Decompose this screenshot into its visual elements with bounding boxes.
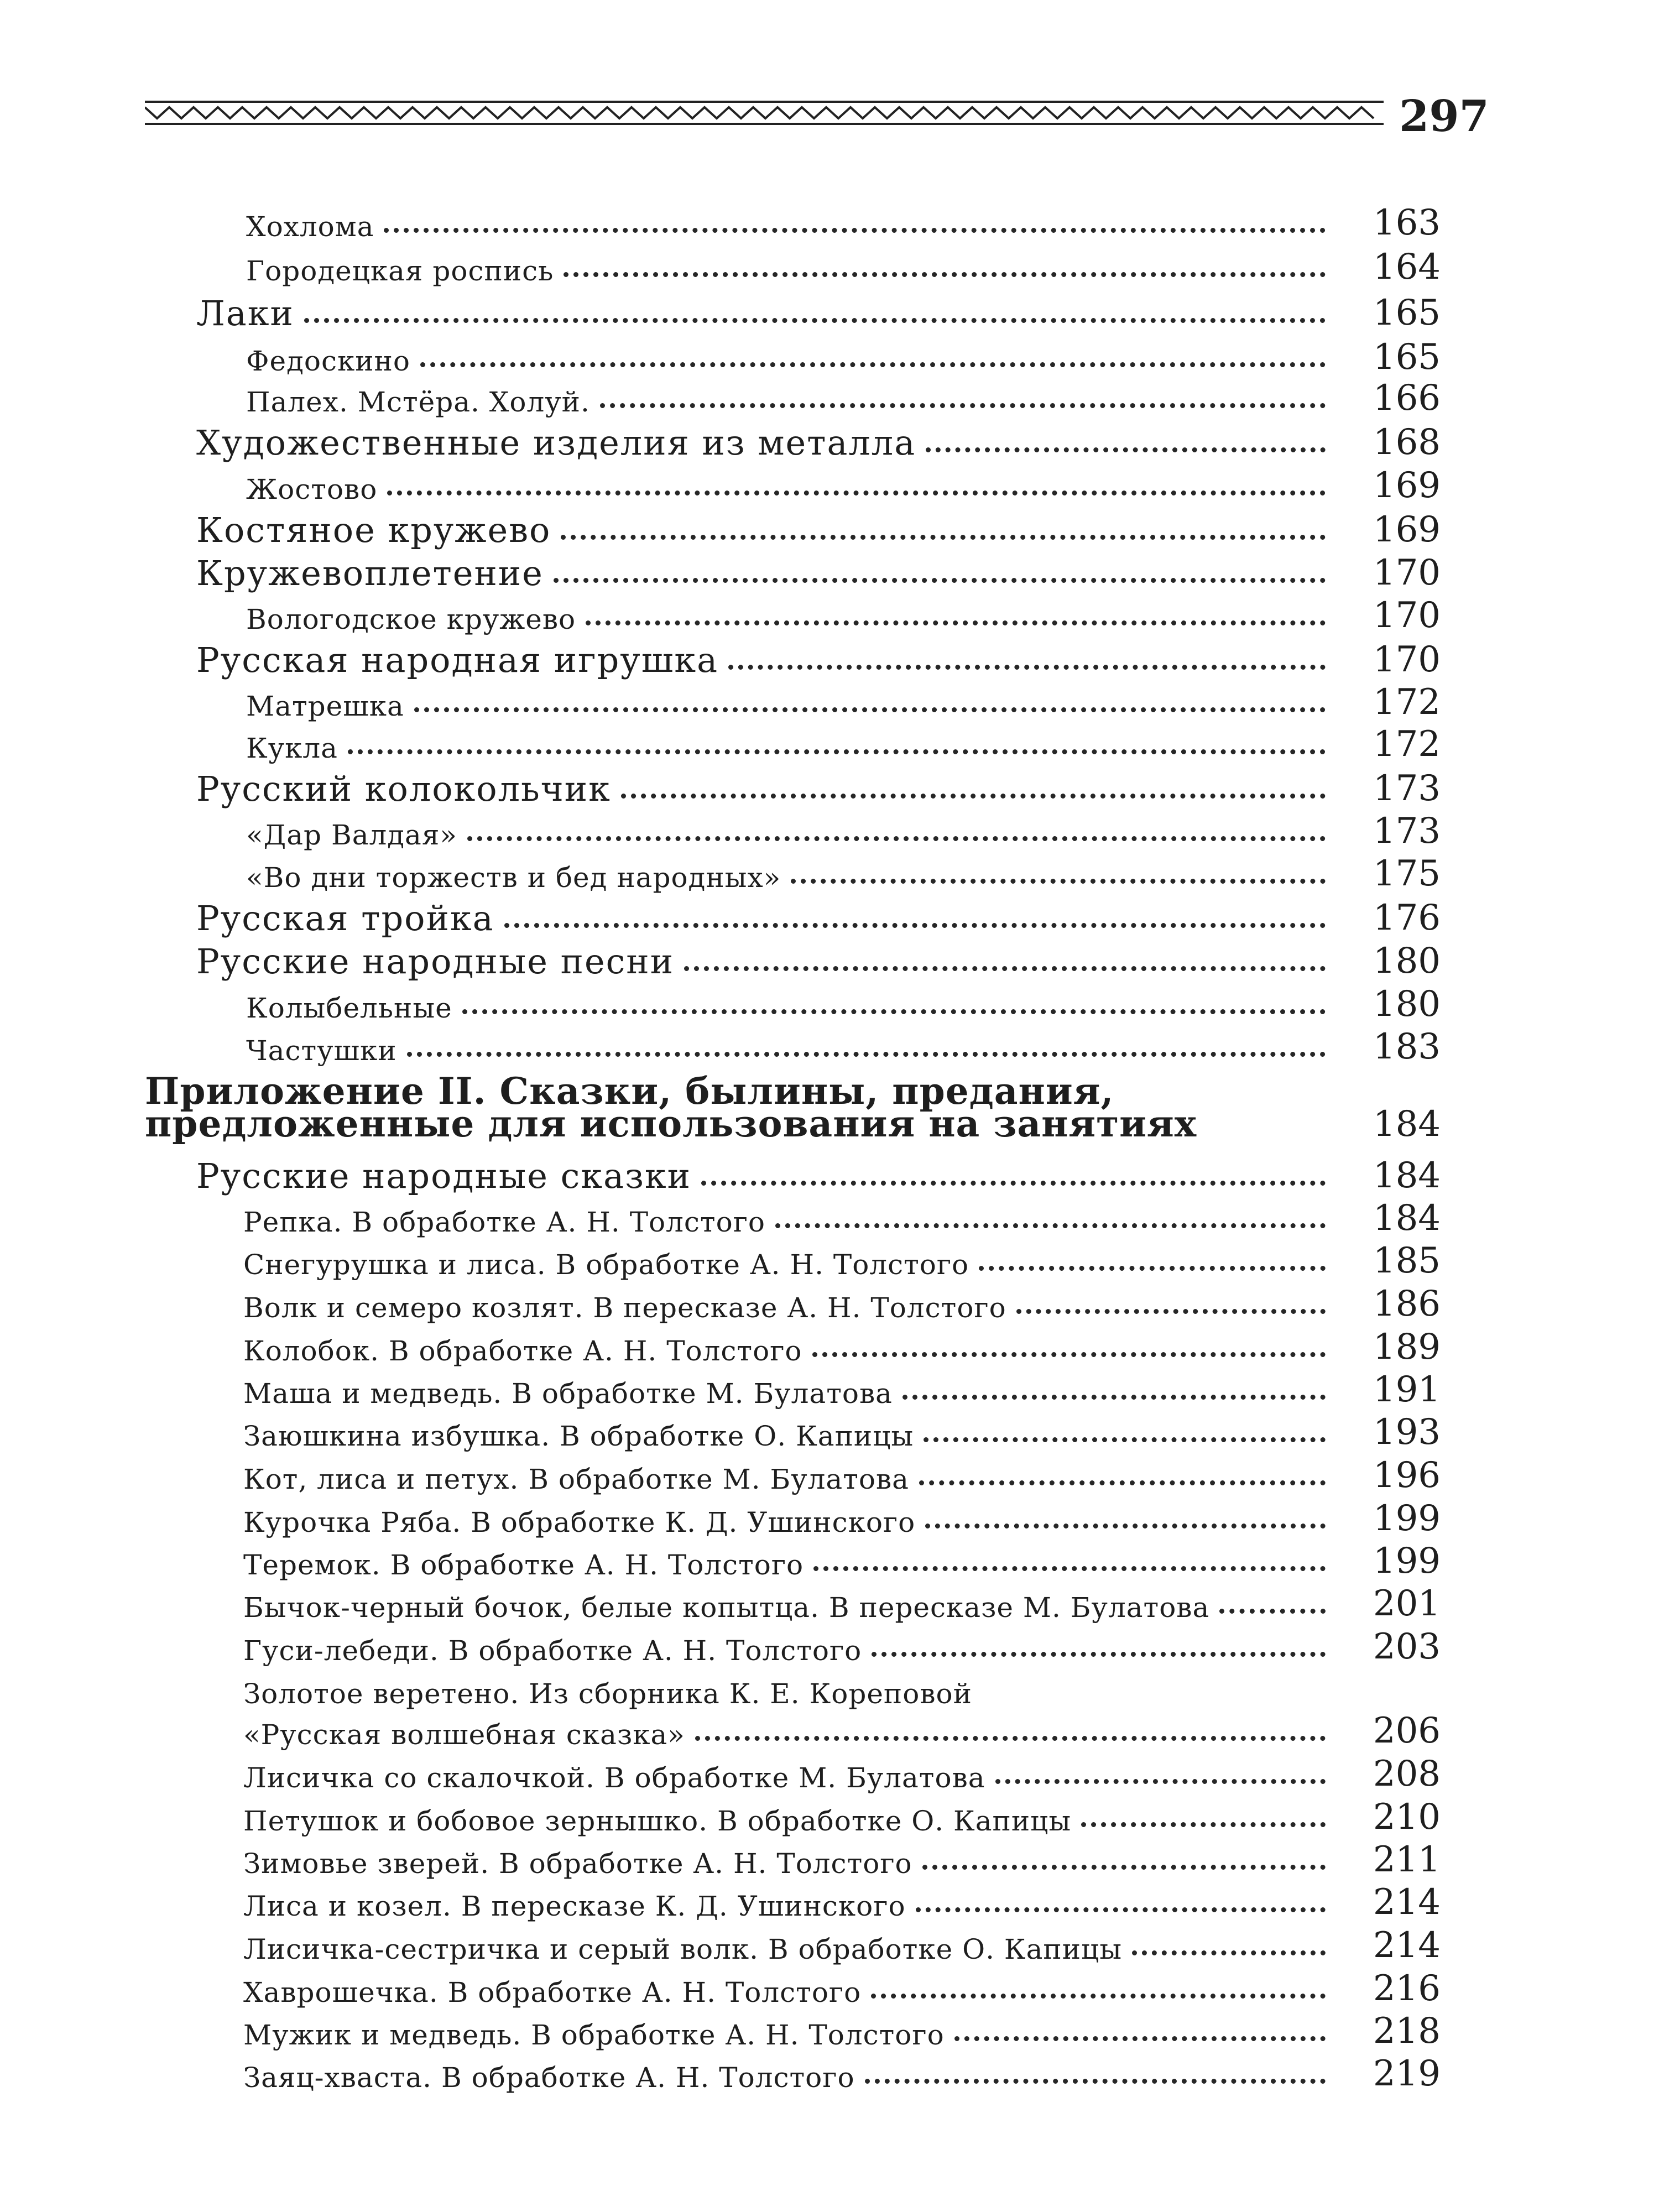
toc-entry[interactable]: [246, 589, 1441, 636]
leader-dots: [1081, 1822, 1326, 1827]
toc-entry-page: 163: [1373, 202, 1441, 243]
toc-entry-page: 175: [1373, 853, 1441, 894]
leader-dots: [728, 665, 1326, 670]
toc-entry-page: 166: [1373, 378, 1441, 419]
toc-entry-title: Жостово: [246, 473, 378, 505]
toc-entry[interactable]: [243, 1277, 1441, 1322]
leader-dots: [684, 966, 1326, 971]
leader-dots: [995, 1779, 1326, 1784]
toc-entry-title: Маша и медведь. В обработке М. Булатова: [243, 1378, 893, 1410]
toc-entry[interactable]: [243, 1620, 1441, 1665]
leader-dots: [695, 1736, 1326, 1741]
leader-dots: [1016, 1309, 1326, 1314]
toc-entry-page: 201: [1373, 1583, 1441, 1624]
toc-entry[interactable]: [243, 1704, 1441, 1749]
toc-entry-title: Русские народные песни: [196, 941, 675, 982]
toc-entry-title: Хохлома: [246, 211, 374, 243]
toc-entry-page: 216: [1373, 1968, 1441, 2009]
leader-dots: [407, 1052, 1326, 1057]
toc-entry-title: Матрешка: [246, 690, 404, 722]
toc-entry-title: Кот, лиса и петух. В обработке М. Булатова: [243, 1463, 909, 1495]
toc-entry-page: 214: [1373, 1925, 1441, 1966]
leader-dots: [922, 1865, 1326, 1870]
toc-entry-page: 180: [1373, 984, 1441, 1025]
toc-entry[interactable]: [243, 2005, 1441, 2052]
toc-entry-page: 208: [1373, 1754, 1441, 1794]
toc-entry-page: 164: [1373, 247, 1441, 288]
toc-entry-title: Палех. Мстёра. Холуй.: [246, 386, 590, 418]
toc-entry-page: 172: [1373, 682, 1441, 723]
toc-entry-title: Русская народная игрушка: [196, 640, 719, 680]
leader-dots: [561, 535, 1326, 540]
toc-entry-title: Репка. В обработке А. Н. Толстого: [243, 1206, 765, 1238]
leader-dots: [925, 1524, 1326, 1528]
leader-dots: [387, 491, 1326, 495]
toc-entry-title: Золотое веретено. Из сборника К. Е. Кореповой: [243, 1678, 972, 1710]
header-ornament: [145, 98, 1384, 127]
toc-entry-title: «Во дни торжеств и бед народных»: [246, 862, 781, 894]
toc-entry-page: 193: [1373, 1412, 1441, 1453]
toc-entry-page: 219: [1373, 2053, 1441, 2094]
toc-entry[interactable]: [243, 1234, 1441, 1279]
toc-entry[interactable]: [243, 1449, 1441, 1496]
toc-entry[interactable]: [196, 633, 1441, 680]
appendix-heading-line1[interactable]: Приложение II. Сказки, былины, предания,: [145, 1070, 1114, 1113]
toc-entry[interactable]: [246, 331, 1441, 378]
toc-entry-page: 186: [1373, 1284, 1441, 1324]
toc-entry-title: «Русская волшебная сказка»: [243, 1719, 685, 1751]
toc-entry-title: Лисичка-сестричка и серый волк. В обработке О. Капицы: [243, 1933, 1123, 1965]
leader-dots: [926, 447, 1326, 452]
leader-dots: [1132, 1950, 1326, 1955]
toc-entry-page: 211: [1373, 1839, 1441, 1880]
toc-entry-page: 199: [1373, 1541, 1441, 1582]
toc-entry-page: 168: [1373, 422, 1441, 463]
toc-entry-title: Кружевоплетение: [196, 553, 544, 593]
toc-entry-title: Частушки: [246, 1035, 397, 1067]
toc-entry-title: Кукла: [246, 732, 338, 764]
toc-entry-page: 196: [1373, 1455, 1441, 1496]
toc-entry-page: 173: [1373, 811, 1441, 852]
toc-entry-title: Русская тройка: [196, 898, 494, 938]
leader-dots: [554, 578, 1326, 583]
toc-entry[interactable]: [196, 546, 1441, 591]
toc-entry-title: Русский колокольчик: [196, 769, 611, 809]
toc-entry[interactable]: [243, 1192, 1441, 1239]
toc-entry[interactable]: [243, 2047, 1441, 2094]
toc-entry-title: Бычок-черный бочок, белые копытца. В пересказе М. Булатова: [243, 1592, 1210, 1624]
toc-entry-title: Заюшкина избушка. В обработке О. Капицы: [243, 1420, 914, 1452]
toc-entry-page: 180: [1373, 941, 1441, 982]
appendix-heading-line2: предложенные для использования на занятиях: [145, 1102, 1197, 1145]
toc-entry[interactable]: [246, 718, 1441, 765]
toc-entry-title: Хаврошечка. В обработке А. Н. Толстого: [243, 1976, 862, 2008]
toc-entry[interactable]: [243, 1321, 1441, 1368]
toc-entry-title: Вологодское кружево: [246, 603, 576, 635]
toc-entry-page: 169: [1373, 509, 1441, 550]
toc-entry[interactable]: [243, 1406, 1441, 1453]
toc-entry[interactable]: [243, 1962, 1441, 2009]
leader-dots: [775, 1223, 1326, 1228]
toc-entry-page: 214: [1373, 1882, 1441, 1923]
toc-entry[interactable]: [246, 459, 1441, 506]
toc-entry-title: Лаки: [196, 293, 294, 333]
leader-dots: [504, 923, 1326, 928]
leader-dots: [812, 1352, 1326, 1357]
toc-entry[interactable]: [196, 935, 1441, 982]
toc-entry[interactable]: [196, 762, 1441, 809]
leader-dots: [621, 794, 1326, 799]
leader-dots: [954, 2036, 1326, 2041]
leader-dots: [979, 1266, 1326, 1271]
leader-dots: [564, 272, 1326, 277]
toc-entry[interactable]: [246, 676, 1441, 723]
toc-entry[interactable]: [196, 416, 1441, 463]
toc-entry[interactable]: [243, 1577, 1441, 1624]
toc-entry[interactable]: [243, 1919, 1441, 1966]
toc-entry[interactable]: [246, 1020, 1441, 1065]
toc-entry-page: 165: [1373, 293, 1441, 333]
leader-dots: [348, 749, 1326, 754]
appendix-heading[interactable]: [145, 1098, 1441, 1145]
toc-entry-page: 203: [1373, 1626, 1441, 1667]
toc-entry-page: 173: [1373, 768, 1441, 809]
toc-entry-title: Лисичка со скалочкой. В обработке М. Булатова: [243, 1762, 985, 1794]
toc-entry-page: 191: [1373, 1369, 1441, 1410]
leader-dots: [586, 620, 1326, 625]
toc-entry-page: 199: [1373, 1498, 1441, 1539]
toc-entry[interactable]: [243, 1535, 1441, 1582]
toc-entry-title: Гуси-лебеди. В обработке А. Н. Толстого: [243, 1635, 862, 1667]
leader-dots: [872, 1652, 1326, 1657]
toc-entry-page: 169: [1373, 465, 1441, 506]
leader-dots: [467, 836, 1326, 841]
toc-entry[interactable]: [246, 196, 1441, 241]
toc-entry-title: Зимовье зверей. В обработке А. Н. Толстого: [243, 1848, 912, 1880]
toc-entry-title: Лиса и козел. В пересказе К. Д. Ушинского: [243, 1890, 906, 1922]
toc-entry-title: «Дар Валдая»: [246, 819, 457, 851]
toc-entry[interactable]: [246, 241, 1441, 288]
toc-entry-title: Колыбельные: [246, 992, 452, 1024]
leader-dots: [902, 1395, 1326, 1400]
toc-entry[interactable]: [243, 1876, 1441, 1923]
toc-entry-page: 184: [1373, 1198, 1441, 1239]
leader-dots: [384, 228, 1326, 233]
toc-entry-page: 185: [1373, 1240, 1441, 1281]
toc-entry-page: 176: [1373, 898, 1441, 938]
toc-entry[interactable]: [243, 1791, 1441, 1838]
toc-entry-page: 189: [1373, 1327, 1441, 1368]
leader-dots: [871, 1994, 1326, 1999]
toc-entry[interactable]: [196, 891, 1441, 936]
toc-entry-title: Теремок. В обработке А. Н. Толстого: [243, 1549, 804, 1581]
toc-entry-title: Мужик и медведь. В обработке А. Н. Толстого: [243, 2019, 945, 2051]
toc-entry-title: Курочка Ряба. В обработке К. Д. Ушинского: [243, 1506, 916, 1538]
toc-entry[interactable]: [196, 503, 1441, 550]
toc-entry-title: Волк и семеро козлят. В пересказе А. Н. Толстого: [243, 1292, 1006, 1324]
toc-entry-page: 172: [1373, 724, 1441, 765]
leader-dots: [462, 1009, 1326, 1014]
toc-entry-page: 218: [1373, 2011, 1441, 2052]
toc-entry[interactable]: [243, 1747, 1441, 1792]
toc-entry-title: Русские народные сказки: [196, 1156, 691, 1196]
leader-dots: [791, 879, 1326, 884]
appendix-page: 184: [1373, 1104, 1441, 1145]
leader-dots: [701, 1181, 1326, 1186]
toc-entry[interactable]: [246, 372, 1441, 419]
toc-entry[interactable]: [243, 1492, 1441, 1539]
toc-entry[interactable]: [243, 1833, 1441, 1880]
leader-dots: [916, 1907, 1326, 1912]
leader-dots: [1219, 1609, 1326, 1614]
toc-entry[interactable]: [243, 1363, 1441, 1410]
toc-entry[interactable]: [246, 978, 1441, 1025]
toc-entry-title: Петушок и бобовое зернышко. В обработке О. Капицы: [243, 1805, 1072, 1837]
toc-entry-page: 183: [1373, 1026, 1441, 1067]
toc-entry-page: 206: [1373, 1710, 1441, 1751]
toc-entry-page: 170: [1373, 552, 1441, 593]
leader-dots: [865, 2079, 1326, 2084]
toc-entry[interactable]: [243, 1663, 1441, 1708]
toc-entry-page: 184: [1373, 1155, 1441, 1196]
toc-entry-title: Городецкая роспись: [246, 255, 554, 287]
toc-entry[interactable]: [246, 805, 1441, 852]
leader-dots: [304, 318, 1326, 323]
leader-dots: [813, 1566, 1326, 1571]
toc-entry-page: 170: [1373, 639, 1441, 680]
toc-entry-page: 170: [1373, 595, 1441, 636]
toc-entry-title: Заяц-хваста. В обработке А. Н. Толстого: [243, 2062, 855, 2094]
toc-entry-title: Федоскино: [246, 345, 410, 377]
toc-entry-title: Снегурушка и лиса. В обработке А. Н. Толстого: [243, 1249, 969, 1281]
leader-dots: [420, 362, 1326, 367]
leader-dots: [414, 707, 1326, 712]
toc-entry-page: 165: [1373, 337, 1441, 378]
page-number: 297: [1399, 91, 1489, 142]
toc-entry[interactable]: [196, 286, 1441, 331]
leader-dots: [600, 403, 1326, 408]
leader-dots: [924, 1437, 1326, 1442]
toc-entry-page: 210: [1373, 1797, 1441, 1838]
toc-entry-title: Колобок. В обработке А. Н. Толстого: [243, 1335, 802, 1367]
toc-entry-title: Художественные изделия из металла: [196, 422, 916, 463]
toc-entry[interactable]: [246, 847, 1441, 894]
toc-entry-title: Костяное кружево: [196, 510, 551, 550]
toc-entry[interactable]: [196, 1149, 1441, 1196]
leader-dots: [919, 1480, 1326, 1485]
